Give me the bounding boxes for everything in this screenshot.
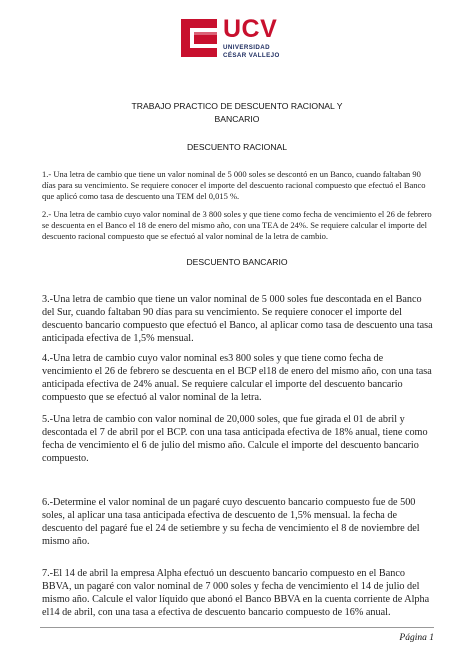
logo-brand-text: UCV — [223, 15, 278, 43]
logo-university-line1: UNIVERSIDAD — [223, 44, 271, 51]
page-number: Página 1 — [399, 633, 434, 643]
section-heading-racional: DESCUENTO RACIONAL — [186, 142, 288, 152]
problem-5: 5.-Una letra de cambio con valor nominal de 20,000 soles, que fue girada el 01 de abril y descontada el 7 de abril por el BCP. con una tasa anticipada efectiva de 18% anual, tiene como fecha de vencimiento el 6 de julio del mismo año. Calcule el importe del descuento bancario compuesto. — [42, 414, 428, 465]
problem-2: 2.- Una letra de cambio cuyo valor nominal de 3 800 soles y que tiene como fecha de vencimiento el 26 de febrero se descuenta en el Banco el 18 de enero del mismo año, con una TEA de 24%. Se requiere calcular el importe del descuento racional compuesto que se efectuó al valor nominal de la letra de cambio. — [42, 209, 432, 242]
problem-3: 3.-Una letra de cambio que tiene un valor nominal de 5 000 soles fue descontada en el Banco del Sur, cuando faltaban 90 días para su vencimiento. Se requiere conocer el importe del descuento bancario compuesto que efectuó el Banco, al aplicar como tasa de descuento una tasa anticipada efectiva de 1,5% mensual. — [42, 294, 433, 345]
document-title — [40, 100, 434, 126]
university-logo — [179, 15, 280, 67]
problem-4: 4.-Una letra de cambio cuyo valor nominal es3 800 soles y que tiene como fecha de vencimiento el 26 de febrero se descuenta en el BCP el18 de enero del mismo año, con una tasa anticipada efectiva de 24% anual. Se requiere calcular el importe del descuento bancario compuesto que se efectuó al valor nominal de la letra. — [42, 353, 432, 404]
problem-6: 6.-Determine el valor nominal de un pagaré cuyo descuento bancario compuesto fue de 500 soles, al aplicar una tasa anticipada efectiva de descuento de 1,5% mensual. la fecha de descuento del pagaré fue el 24 de setiembre y su fecha de vencimiento el 8 de noviembre del mismo año. — [42, 497, 420, 548]
problem-7: 7.-El 14 de abril la empresa Alpha efectuó un descuento bancario compuesto en el Banco BBVA, un pagaré con valor nominal de 7 000 soles y fecha de vencimiento el 14 de julio del mismo año. Calcule el valor líquido que abonó el Banco BBVA en la cuenta corriente de Alpha el14 de abril, con una tasa a efectiva de descuento bancario compuesto de 16% anual. — [42, 568, 430, 619]
title-line2: BANCARIO — [214, 114, 260, 124]
logo-university-line2: CÉSAR VALLEJO — [223, 52, 280, 59]
ucv-emblem-icon — [179, 17, 219, 59]
section-heading-bancario: DESCUENTO BANCARIO — [186, 257, 288, 267]
footer-divider — [40, 627, 434, 628]
title-line1: TRABAJO PRACTICO DE DESCUENTO RACIONAL Y — [131, 101, 343, 111]
problem-1: 1.- Una letra de cambio que tiene un valor nominal de 5 000 soles se descontó en un Banco, cuando faltaban 90 días para su vencimiento. Se requiere conocer el importe del descuento racional compuesto que efectuó el Banco que aplicó como tasa de descuento una TEM del 0,015 %. — [42, 169, 426, 202]
